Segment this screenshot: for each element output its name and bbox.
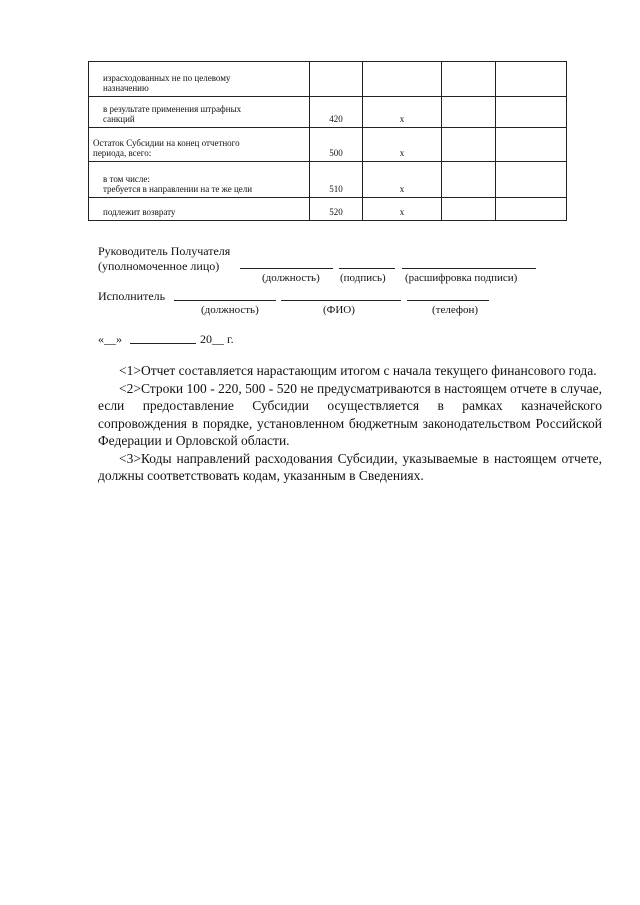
row-code: 520: [310, 198, 363, 221]
row-label: Остаток Субсидии на конец отчетного периода, всего:: [89, 128, 310, 162]
row-cell: [496, 162, 567, 198]
footnote-1: <1>Отчет составляется нарастающим итогом с начала текущего финансового года.: [119, 363, 597, 378]
date-day: «__»: [98, 332, 122, 346]
executor-name-line[interactable]: [281, 300, 401, 301]
date-month-line[interactable]: [130, 343, 196, 344]
table-row: [89, 198, 567, 221]
footnote-3: <3>Коды направлений расходования Субсидии, указываемые в настоящем отчете, должны соответствовать кодам, указанным в Сведениях.: [98, 450, 602, 483]
row-cell: [442, 198, 496, 221]
row-mark: [363, 62, 442, 97]
position-field-line[interactable]: [240, 268, 333, 269]
row-cell: [442, 128, 496, 162]
row-cell: [442, 162, 496, 198]
table-row: [89, 62, 567, 97]
table-row: [89, 128, 567, 162]
row-cell: [496, 198, 567, 221]
row-mark: х: [363, 97, 442, 128]
row-mark: х: [363, 162, 442, 198]
row-label: в результате применения штрафных санкций: [89, 97, 310, 128]
signature-field-line[interactable]: [339, 268, 395, 269]
row-cell: [496, 128, 567, 162]
head-title: Руководитель Получателя: [98, 244, 231, 258]
executor-caption-phone: (телефон): [432, 304, 479, 316]
head-caption-name: (расшифровка подписи): [405, 272, 518, 284]
row-cell: [496, 97, 567, 128]
footnote-2: <2>Строки 100 - 220, 500 - 520 не предусматриваются в настоящем отчете в случае, если предоставление Субсидии осуществляется в рамках казначейского сопровождения в порядке, установленном бюджетным законодательством Российской Федерации и Орловской области.: [98, 380, 602, 448]
table-row: [89, 162, 567, 198]
row-mark: х: [363, 198, 442, 221]
executor-caption-position: (должность): [201, 304, 259, 316]
row-mark: х: [363, 128, 442, 162]
executor-phone-line[interactable]: [407, 300, 489, 301]
row-cell: [496, 62, 567, 97]
executor-caption-name: (ФИО): [323, 304, 355, 316]
executor-position-line[interactable]: [174, 300, 276, 301]
row-code: 500: [310, 128, 363, 162]
row-code: 510: [310, 162, 363, 198]
row-cell: [442, 97, 496, 128]
table-row: [89, 97, 567, 128]
head-caption-position: (должность): [262, 272, 320, 284]
row-code: [310, 62, 363, 97]
footnotes: [98, 362, 602, 485]
executor-label: Исполнитель: [98, 289, 166, 303]
report-table: [88, 61, 567, 221]
row-cell: [442, 62, 496, 97]
row-label: подлежит возврату: [89, 198, 310, 221]
head-subtitle: (уполномоченное лицо): [98, 259, 220, 273]
date-year: 20__ г.: [200, 332, 234, 346]
name-field-line[interactable]: [402, 268, 536, 269]
row-label: в том числе: требуется в направлении на те же цели: [89, 162, 310, 198]
head-caption-signature: (подпись): [340, 272, 386, 284]
row-label: израсходованных не по целевому назначению: [89, 62, 310, 97]
row-code: 420: [310, 97, 363, 128]
